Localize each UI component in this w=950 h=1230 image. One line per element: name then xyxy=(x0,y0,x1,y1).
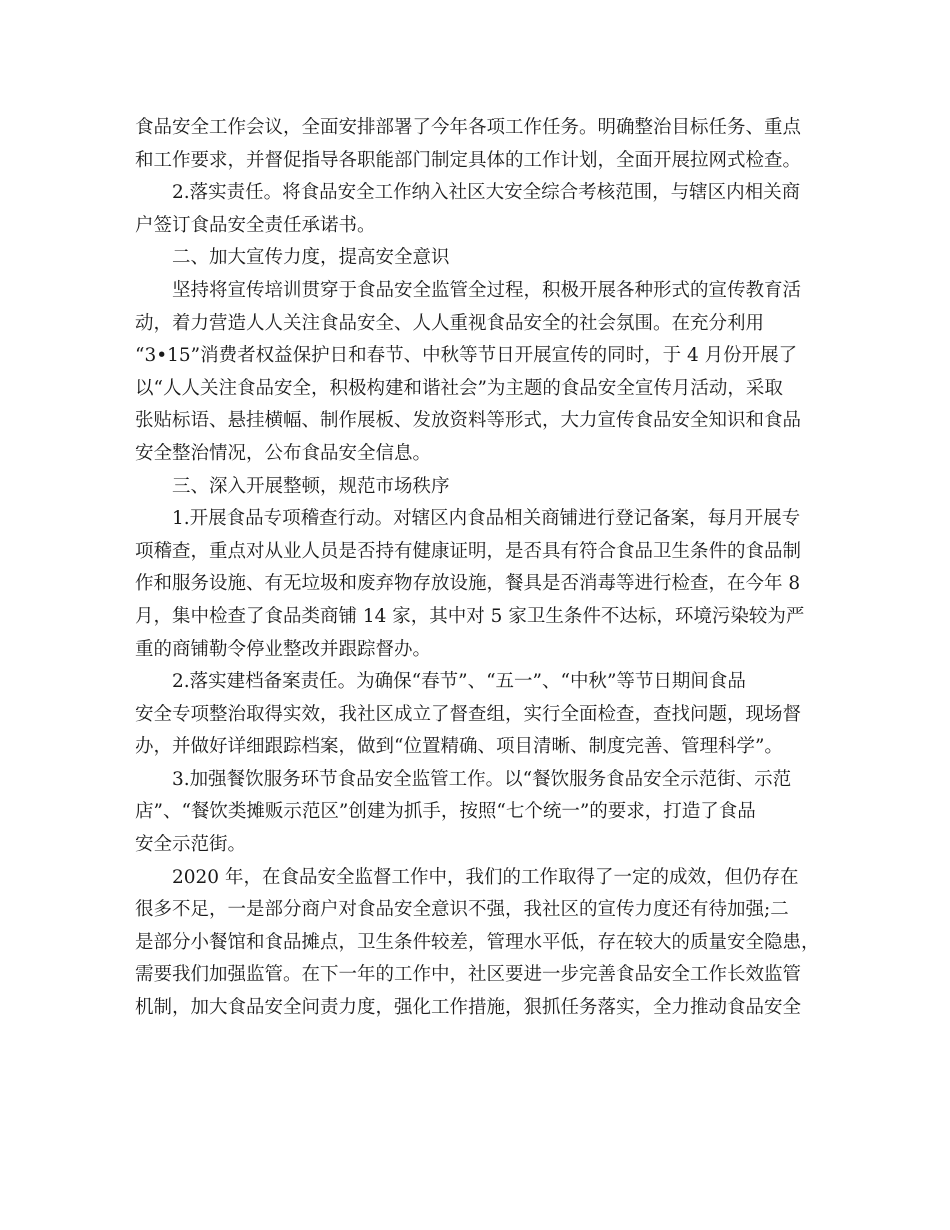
text-line: 二、加大宣传力度，提高安全意识 xyxy=(172,247,450,269)
text-line: 是部分小餐馆和食品摊点，卫生条件较差，管理水平低，存在较大的质量安全隐患， xyxy=(135,931,820,953)
text-line: 3.加强餐饮服务环节食品安全监管工作。以“餐饮服务食品安全示范街、示范 xyxy=(172,768,792,790)
text-line: 机制，加大食品安全问责力度，强化工作措施，狠抓任务落实，全力推动食品安全 xyxy=(135,997,802,1019)
text-line: 动，着力营造人人关注食品安全、人人重视食品安全的社会氛围。在充分利用 xyxy=(135,312,765,334)
text-line: 以“人人关注食品安全，积极构建和谐社会”为主题的食品安全宣传月活动，采取 xyxy=(135,377,783,399)
text-line: 项稽查，重点对从业人员是否持有健康证明，是否具有符合食品卫生条件的食品制 xyxy=(135,540,802,562)
text-line: 安全示范街。 xyxy=(135,834,247,856)
text-line: 食品安全工作会议，全面安排部署了今年各项工作任务。明确整治目标任务、重点 xyxy=(135,117,802,138)
text-line: 重的商铺勒令停业整改并跟踪督办。 xyxy=(135,638,432,660)
text-line: 安全专项整治取得实效，我社区成立了督查组，实行全面检查，查找问题，现场督 xyxy=(135,703,802,725)
text-line: 2.落实建档备案责任。为确保“春节”、“五一”、“中秋”等节日期间食品 xyxy=(172,671,746,693)
document-body xyxy=(135,112,820,1025)
text-line: 2020 年，在食品安全监督工作中，我们的工作取得了一定的成效，但仍存在 xyxy=(172,866,799,888)
text-line: 和工作要求，并督促指导各职能部门制定具体的工作计划，全面开展拉网式检查。 xyxy=(135,149,802,171)
text-line: 户签订食品安全责任承诺书。 xyxy=(135,214,376,236)
text-line: 安全整治情况，公布食品安全信息。 xyxy=(135,442,432,464)
text-line: 2.落实责任。将食品安全工作纳入社区大安全综合考核范围，与辖区内相关商 xyxy=(172,182,801,204)
text-line: 很多不足，一是部分商户对食品安全意识不强，我社区的宣传力度还有待加强;二 xyxy=(135,899,789,921)
text-line: 张贴标语、悬挂横幅、制作展板、发放资料等形式，大力宣传食品安全知识和食品 xyxy=(135,410,802,432)
text-line: “3•15”消费者权益保护日和春节、中秋等节日开展宣传的同时，于 4 月份开展了 xyxy=(135,345,798,367)
text-line: 作和服务设施、有无垃圾和废弃物存放设施，餐具是否消毒等进行检查，在今年 8 xyxy=(135,573,801,595)
text-line: 办，并做好详细跟踪档案，做到“位置精确、项目清晰、制度完善、管理科学”。 xyxy=(135,736,783,758)
text-line: 店”、“餐饮类摊贩示范区”创建为抓手，按照“七个统一”的要求，打造了食品 xyxy=(135,801,756,823)
text-line: 1.开展食品专项稽查行动。对辖区内食品相关商铺进行登记备案，每月开展专 xyxy=(172,508,801,530)
text-line: 月，集中检查了食品类商铺 14 家，其中对 5 家卫生条件不达标，环境污染较为严 xyxy=(135,605,805,627)
text-line: 需要我们加强监管。在下一年的工作中，社区要进一步完善食品安全工作长效监管 xyxy=(135,964,802,986)
text-line: 坚持将宣传培训贯穿于食品安全监管全过程，积极开展各种形式的宣传教育活 xyxy=(172,279,802,301)
text-line: 三、深入开展整顿，规范市场秩序 xyxy=(172,475,450,497)
